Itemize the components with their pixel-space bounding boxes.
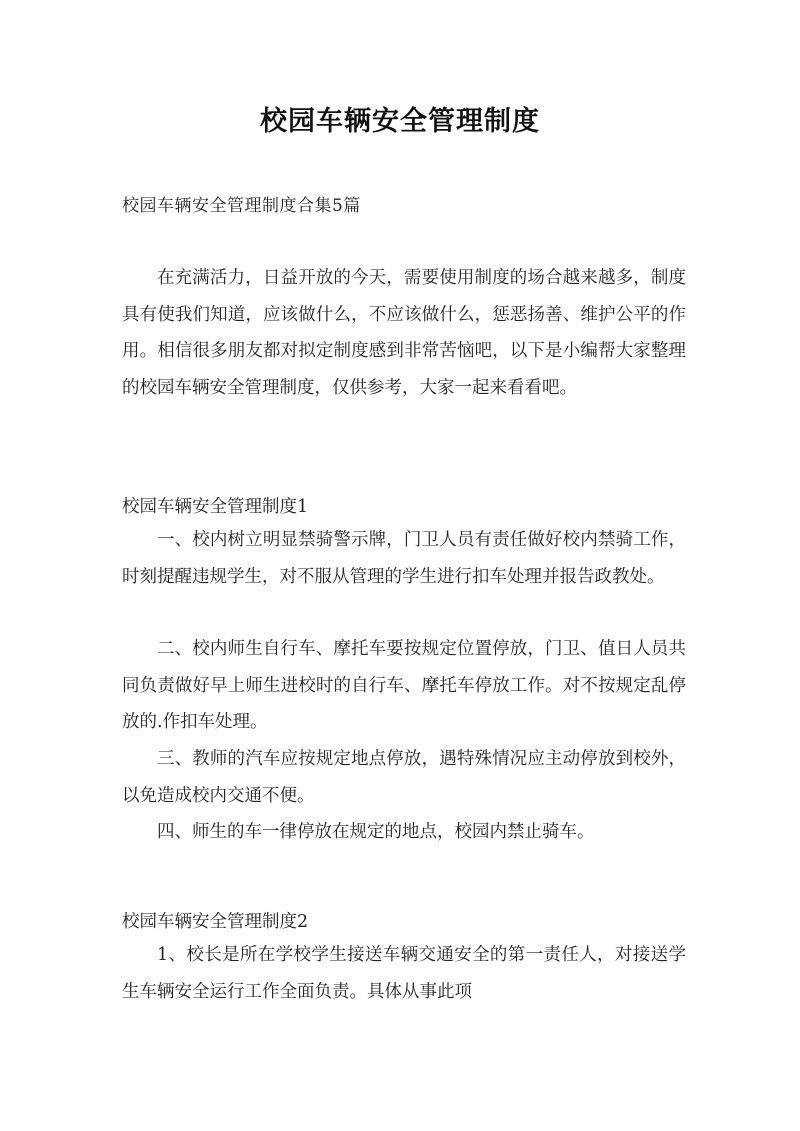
section-1-item-1: 一、校内树立明显禁骑警示牌，门卫人员有责任做好校内禁骑工作，时刻提醒违规学生，对不服从管理的学生进行扣车处理并报告政教处。 [122,530,686,587]
section-1-item-3: 三、教师的汽车应按规定地点停放，遇特殊情况应主动停放到校外，以免造成校内交通不便。 [122,749,686,806]
section-1-item-2: 二、校内师生自行车、摩托车要按规定位置停放，门卫、值日人员共同负责做好早上师生进校时的自行车、摩托车停放工作。对不按规定乱停放的.作扣车处理。 [122,639,686,732]
intro-paragraph: 在充满活力，日益开放的今天，需要使用制度的场合越来越多，制度具有使我们知道，应该做什么，不应该做什么，惩恶扬善、维护公平的作用。相信很多朋友都对拟定制度感到非常苦恼吧，以下是小编帮大家整理的校园车辆安全管理制度，仅供参考，大家一起来看看吧。 [122,268,686,398]
section-2-heading: 校园车辆安全管理制度2 [122,912,309,932]
document-subtitle: 校园车辆安全管理制度合集5篇 [122,196,361,216]
section-2-item-1: 1、校长是所在学校学生接送车辆交通安全的第一责任人，对接送学生车辆安全运行工作全面负责。具体从事此项 [122,945,686,1002]
document-title: 校园车辆安全管理制度 [260,106,540,137]
section-1-item-4: 四、师生的车一律停放在规定的地点，校园内禁止骑车。 [157,822,595,842]
section-1-heading: 校园车辆安全管理制度1 [122,497,309,517]
